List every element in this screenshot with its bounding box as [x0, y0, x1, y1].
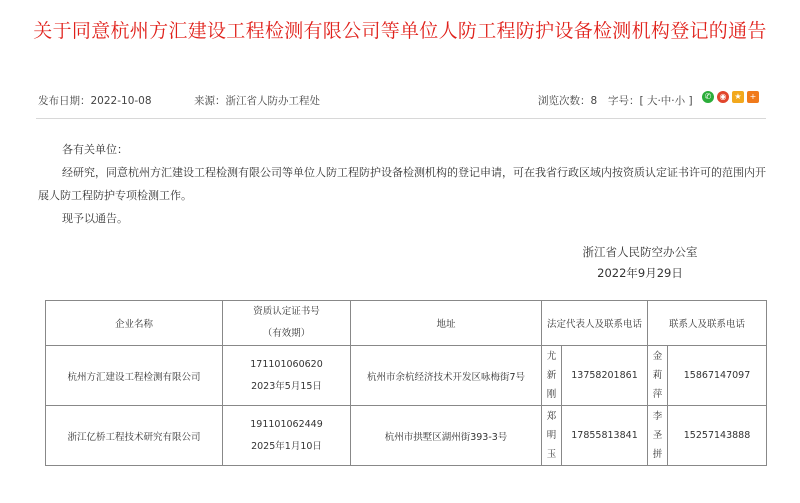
article-source: 来源：浙江省人防办工程处 — [194, 95, 320, 107]
salutation: 各有关单位： — [62, 143, 128, 156]
name-char: 拼 — [652, 449, 663, 460]
font-size-label: 字号：[ — [608, 95, 644, 107]
cert-cell — [223, 346, 351, 406]
view-count: 浏览次数：8 — [538, 95, 598, 107]
address: 杭州市拱墅区湖州街393-3号 — [351, 406, 542, 466]
qzone-icon[interactable]: ★ — [732, 91, 744, 103]
share-buttons — [702, 91, 759, 103]
more-share-icon[interactable]: + — [747, 91, 759, 103]
legal-rep-phone: 13758201861 — [562, 346, 648, 406]
font-size-small-link[interactable]: 小 — [674, 95, 686, 107]
font-size-large-link[interactable]: 大 — [646, 95, 658, 107]
contact-name — [648, 346, 668, 406]
header-company: 企业名称 — [46, 301, 223, 346]
name-char: 明 — [546, 430, 557, 441]
name-char: 莉 — [652, 370, 663, 381]
paragraph-main: 经研究，同意杭州方汇建设工程检测有限公司等单位人防工程防护设备检测机构的登记申请，可在我省行政区域内按资质认定证书许可的范围内开展人防工程防护专项检测工作。 — [38, 166, 766, 202]
name-char: 玉 — [546, 449, 557, 460]
font-size-medium-link[interactable]: 中 — [660, 95, 672, 107]
cert-number: 171101060620 — [250, 358, 323, 370]
header-cert-line2: （有效期） — [262, 328, 311, 339]
header-cert-line1: 资质认定证书号 — [253, 306, 320, 317]
publish-date: 发布日期：2022-10-08 — [38, 95, 152, 107]
wechat-icon[interactable]: ✆ — [702, 91, 714, 103]
legal-rep-name — [542, 346, 562, 406]
company-name: 杭州方汇建设工程检测有限公司 — [46, 346, 223, 406]
cert-valid-date: 2023年5月15日 — [251, 380, 322, 392]
header-legal-rep: 法定代表人及联系电话 — [542, 301, 648, 346]
name-char: 萍 — [652, 389, 663, 400]
table-row — [46, 406, 767, 466]
header-cert — [223, 301, 351, 346]
article-body — [38, 138, 766, 230]
signature-org: 浙江省人民防空办公室 — [582, 245, 698, 259]
name-char: 圣 — [652, 430, 663, 441]
contact-phone: 15867147097 — [668, 346, 767, 406]
header-address: 地址 — [351, 301, 542, 346]
contact-name — [648, 406, 668, 466]
header-contact: 联系人及联系电话 — [648, 301, 767, 346]
contact-phone: 15257143888 — [668, 406, 767, 466]
name-char: 新 — [546, 370, 557, 381]
cert-number: 191101062449 — [250, 418, 323, 430]
font-size-bracket-end: ] — [688, 95, 693, 107]
meta-divider — [36, 118, 766, 119]
name-char: 郑 — [546, 411, 557, 422]
legal-rep-name — [542, 406, 562, 466]
company-name: 浙江亿桥工程技术研究有限公司 — [46, 406, 223, 466]
weibo-icon[interactable]: ◉ — [717, 91, 729, 103]
signature-block — [560, 242, 720, 284]
article-meta-bar — [38, 91, 766, 109]
signature-date: 2022年9月29日 — [597, 266, 683, 280]
article-title: 关于同意杭州方汇建设工程检测有限公司等单位人防工程防护设备检测机构登记的通告 — [33, 20, 767, 42]
font-size-control: 字号：[ 大·中·小 ] — [608, 95, 693, 107]
legal-rep-phone: 17855813841 — [562, 406, 648, 466]
name-char: 李 — [652, 411, 663, 422]
paragraph-closing: 现予以通告。 — [62, 212, 128, 225]
organization-table — [45, 300, 767, 466]
name-char: 尤 — [546, 351, 557, 362]
table-row — [46, 346, 767, 406]
cert-cell — [223, 406, 351, 466]
table-header-row — [46, 301, 767, 346]
cert-valid-date: 2025年1月10日 — [251, 440, 322, 452]
name-char: 刚 — [546, 389, 557, 400]
address: 杭州市余杭经济技术开发区咏梅街7号 — [351, 346, 542, 406]
name-char: 金 — [652, 351, 663, 362]
